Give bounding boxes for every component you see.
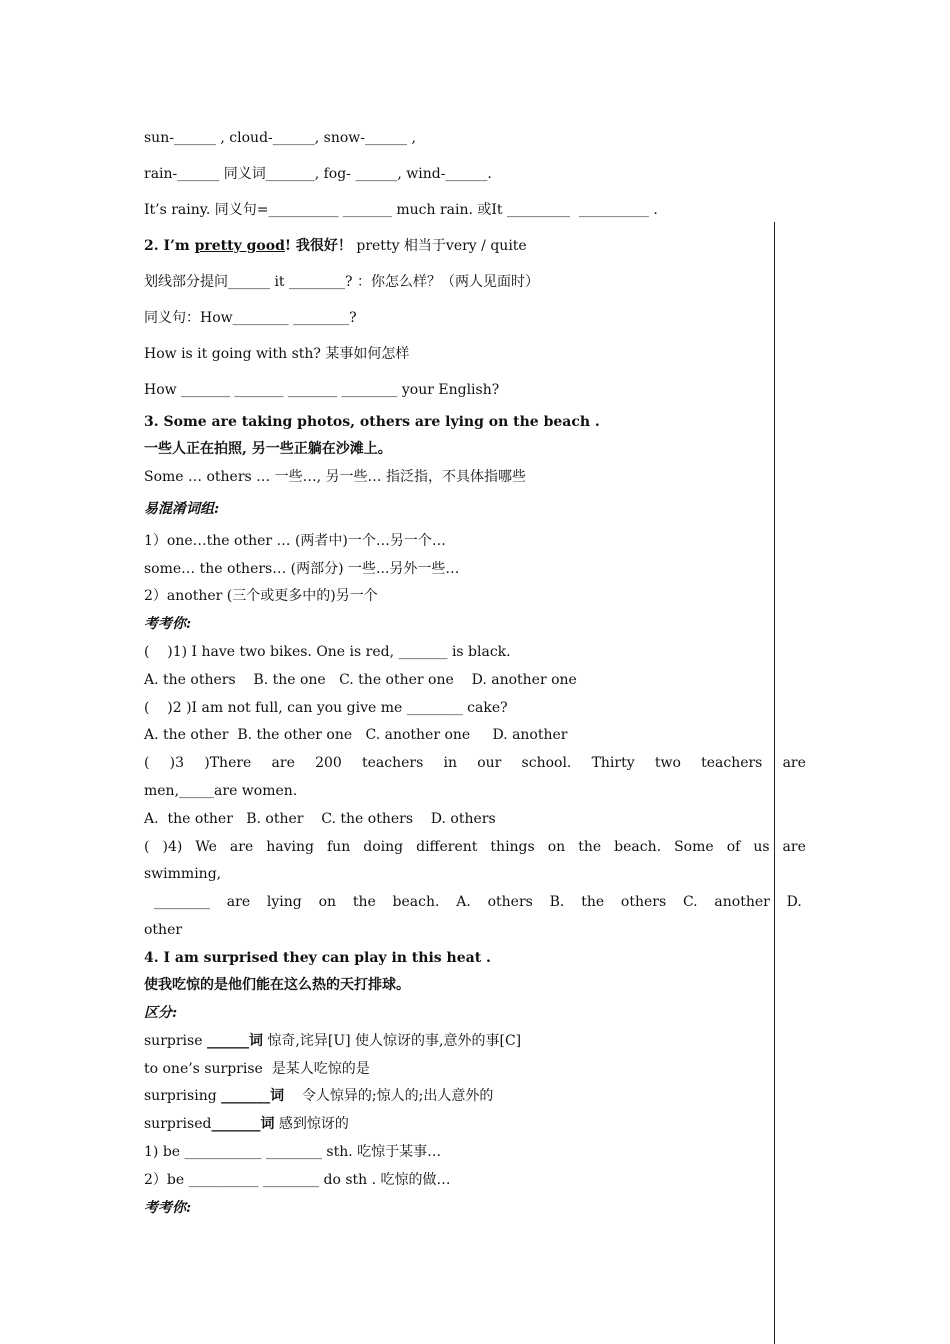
be-surprised-to-line: 2）be __________ ________ do sth . 吃惊的做… bbox=[144, 1172, 451, 1188]
test-yourself-heading-1: 考考你: bbox=[144, 616, 192, 632]
q4-line2-word: are bbox=[226, 894, 251, 910]
q4-line2-word: beach. bbox=[392, 894, 440, 910]
q4-line2-word: the bbox=[581, 894, 605, 910]
surprise-meaning: 惊奇,诧异[U] 使人惊讶的事,意外的事[C] bbox=[262, 1033, 522, 1049]
question-underline-line: 划线部分提问______ it ________? ：你怎么样？（两人见面时） bbox=[144, 274, 539, 290]
one-the-other-line: 1）one…the other … (两者中)一个…另一个… bbox=[144, 533, 446, 549]
margin-rule bbox=[774, 222, 775, 1344]
q4-word: Some bbox=[674, 839, 714, 855]
q4-line2-word: B. bbox=[549, 894, 565, 910]
how-english-line: How _______ _______ _______ ________ your English? bbox=[144, 382, 500, 398]
another-line: 2）another (三个或更多中的)另一个 bbox=[144, 588, 378, 604]
surprising-blank: _______词 bbox=[221, 1088, 285, 1104]
surprise-blank: ______词 bbox=[206, 1033, 263, 1049]
surprise-noun-line bbox=[144, 1031, 521, 1051]
surprise-word: surprise bbox=[144, 1033, 207, 1049]
weather-words-line-2: rain-______ 同义词_______, fog- ______, wind-______. bbox=[144, 166, 492, 182]
surprised-meaning: 感到惊讶的 bbox=[274, 1116, 349, 1132]
question-4-continued: swimming, bbox=[144, 866, 222, 882]
q4-word: are bbox=[229, 839, 254, 855]
surprised-blank: _______词 bbox=[211, 1116, 275, 1132]
q3-word: )3 bbox=[169, 755, 185, 771]
q4-word: beach. bbox=[614, 839, 662, 855]
section-2-underlined: pretty good bbox=[194, 238, 285, 254]
section-2-heading bbox=[144, 236, 527, 256]
q4-line2-word: lying bbox=[266, 894, 302, 910]
some-the-others-line: some… the others… (两部分) 一些...另外一些… bbox=[144, 561, 460, 577]
q4-word: ( bbox=[144, 839, 150, 855]
q4-line2-word: another bbox=[714, 894, 770, 910]
q4-line2-word: D. bbox=[786, 894, 802, 910]
section-2-prefix: 2. I’m bbox=[144, 238, 195, 254]
surprising-meaning: 令人惊异的;惊人的;出人意外的 bbox=[284, 1088, 494, 1104]
q4-word: fun bbox=[327, 839, 351, 855]
question-1-options: A. the others B. the one C. the other one D. another one bbox=[144, 672, 577, 688]
section-4-chinese: 使我吃惊的是他们能在这么热的天打排球。 bbox=[144, 977, 410, 993]
q4-word: on bbox=[547, 839, 566, 855]
question-1: ( )1) I have two bikes. One is red, _______ is black. bbox=[144, 644, 511, 660]
q3-word: )There bbox=[204, 755, 252, 771]
q3-word: two bbox=[654, 755, 681, 771]
q4-line2-word: A. bbox=[456, 894, 471, 910]
q3-word: are bbox=[782, 755, 806, 771]
q4-line2-word: the bbox=[352, 894, 376, 910]
section-2-meaning: ! 我很好！ bbox=[284, 238, 352, 254]
question-2: ( )2 )I am not full, can you give me ________ cake? bbox=[144, 700, 508, 716]
question-4 bbox=[144, 837, 806, 857]
q4-line2-word: C. bbox=[682, 894, 698, 910]
surprising-word: surprising bbox=[144, 1088, 222, 1104]
rainy-synonym-line: It’s rainy. 同义句=__________ _______ much rain. 或It _________ __________ . bbox=[144, 202, 658, 218]
some-others-line: Some … others … 一些…, 另一些… 指泛指，不具体指哪些 bbox=[144, 469, 526, 485]
q3-word: are bbox=[271, 755, 295, 771]
test-yourself-heading-2: 考考你: bbox=[144, 1200, 192, 1216]
q4-word: things bbox=[490, 839, 535, 855]
q4-word: are bbox=[782, 839, 806, 855]
question-4-end: other bbox=[144, 922, 183, 938]
how-is-it-going-line: How is it going with sth? 某事如何怎样 bbox=[144, 346, 410, 362]
section-4-english: 4. I am surprised they can play in this heat . bbox=[144, 950, 491, 966]
q3-word: ( bbox=[144, 755, 150, 771]
q4-line2-word: on bbox=[318, 894, 337, 910]
q4-word: us bbox=[753, 839, 770, 855]
question-4-line-2 bbox=[154, 892, 802, 912]
to-ones-surprise-line: to one’s surprise 是某人吃惊的是 bbox=[144, 1061, 370, 1077]
section-2-note: pretty 相当于very / quite bbox=[351, 238, 527, 254]
weather-words-line-1: sun-______ , cloud-______, snow-______ , bbox=[144, 130, 416, 146]
synonym-how-line: 同义句：How________ ________? bbox=[144, 310, 357, 326]
surprised-word: surprised bbox=[144, 1116, 212, 1132]
surprising-line bbox=[144, 1086, 493, 1106]
q3-word: 200 bbox=[315, 755, 342, 771]
q4-line2-word: ________ bbox=[154, 894, 210, 910]
question-3-continued: men,_____are women. bbox=[144, 783, 298, 799]
q4-word: the bbox=[578, 839, 602, 855]
question-2-options: A. the other B. the other one C. another one D. another bbox=[144, 727, 568, 743]
q3-word: school. bbox=[521, 755, 572, 771]
q4-line2-word: others bbox=[487, 894, 533, 910]
surprised-line bbox=[144, 1114, 349, 1134]
q4-line2-word: others bbox=[620, 894, 667, 910]
q4-word: We bbox=[195, 839, 217, 855]
q3-word: Thirty bbox=[591, 755, 635, 771]
q3-word: teachers bbox=[701, 755, 763, 771]
q4-word: of bbox=[726, 839, 741, 855]
section-3-chinese: 一些人正在拍照, 另一些正躺在沙滩上。 bbox=[144, 441, 392, 457]
be-surprised-at-line: 1) be ___________ ________ sth. 吃惊于某事… bbox=[144, 1144, 442, 1160]
q4-word: having bbox=[266, 839, 314, 855]
question-3-options: A. the other B. other C. the others D. others bbox=[144, 811, 496, 827]
confusing-phrases-heading: 易混淆词组: bbox=[144, 501, 220, 517]
q4-word: doing bbox=[363, 839, 404, 855]
q3-word: teachers bbox=[362, 755, 424, 771]
q4-word: )4) bbox=[162, 839, 183, 855]
q3-word: in bbox=[443, 755, 457, 771]
q3-word: our bbox=[477, 755, 502, 771]
section-3-english: 3. Some are taking photos, others are lying on the beach . bbox=[144, 414, 600, 430]
q4-word: different bbox=[416, 839, 478, 855]
question-3 bbox=[144, 753, 806, 773]
distinguish-heading: 区分: bbox=[144, 1005, 178, 1021]
